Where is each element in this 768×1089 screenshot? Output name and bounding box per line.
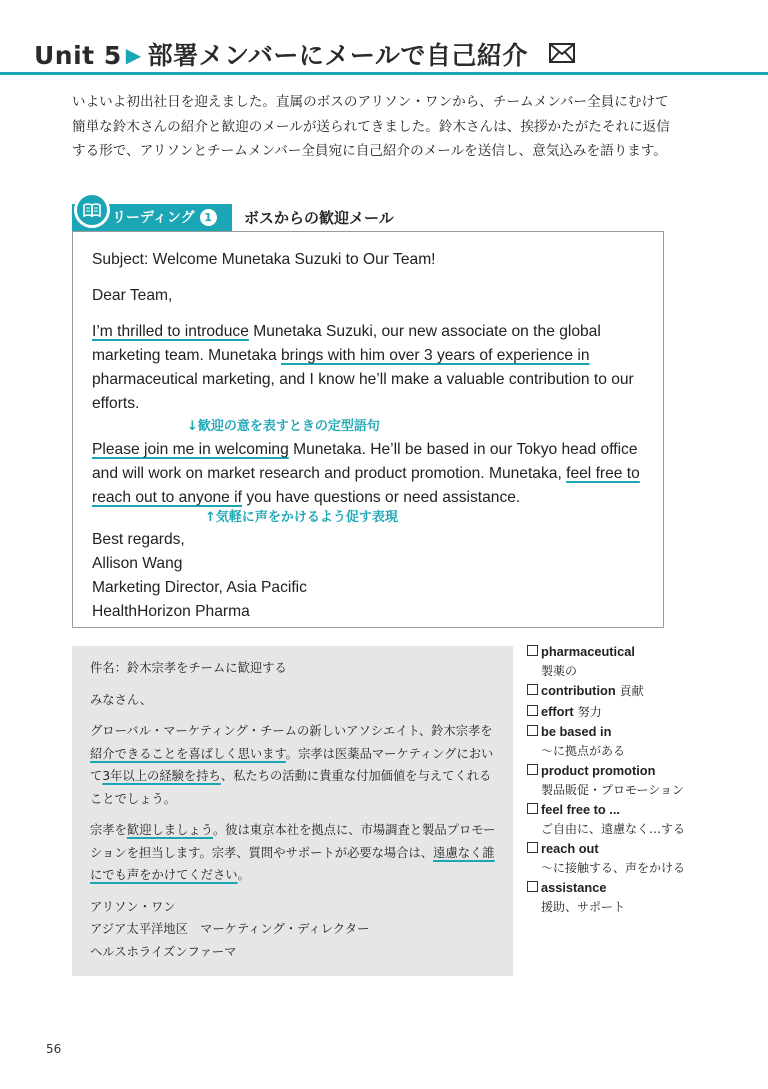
vocab-item (527, 702, 702, 723)
translation-greeting: みなさん、 (90, 692, 153, 707)
reading-label-text: リーディング (112, 210, 195, 226)
email-subject: Subject: Welcome Munetaka Suzuki to Our Team! (92, 251, 436, 268)
checkbox-icon (527, 803, 538, 814)
email-closing: Best regards, (92, 531, 185, 548)
vocab-meaning: 援助、サポート (541, 899, 626, 914)
translation-sender-name: アリソン・ワン (90, 899, 176, 914)
vocab-meaning: ～に接触する、声をかける (541, 860, 686, 875)
email-sender-company: HealthHorizon Pharma (92, 603, 250, 620)
translation-paragraph-2 (90, 819, 500, 887)
key-phrase: 紹介できることを喜ばしく思います (90, 746, 286, 761)
unit-number: Unit 5 (34, 41, 122, 70)
reading-subtitle: ボスからの歓迎メール (244, 209, 394, 227)
checkbox-icon (527, 684, 538, 695)
reading-label (112, 204, 217, 232)
vocab-term: assistance (541, 880, 607, 895)
header-divider (0, 72, 768, 75)
key-phrase: Please join me in welcoming (92, 441, 289, 458)
text-run: 、私たちの活動に貴重な付加価値を与えてくれることでしょう。 (90, 769, 492, 806)
page-header (0, 0, 768, 78)
vocab-term: product promotion (541, 763, 656, 778)
vocab-meaning: 努力 (577, 704, 602, 719)
title-arrow: ▶ (125, 43, 142, 67)
email-paragraph-2 (92, 438, 647, 510)
key-phrase: 遠慮なく誰にでも声をかけてください (90, 845, 495, 882)
vocab-term-row (527, 761, 702, 781)
key-phrase: feel free to reach out to anyone if (92, 465, 640, 506)
email-sender-name: Allison Wang (92, 555, 183, 572)
page-number: 56 (46, 1042, 62, 1056)
vocab-meaning: 製薬の (541, 663, 578, 678)
text-run: 。 (237, 868, 250, 882)
email-paragraph-1 (92, 320, 647, 416)
email-body (92, 248, 647, 624)
text-run: 。彼は東京本社を拠点に、市場調査と製品プロモーションを担当します。宗孝、質問やサポートが必要な場合は、 (90, 823, 496, 860)
text-run: Munetaka Suzuki, our new associate on the global marketing team. Munetaka (92, 323, 601, 364)
vocab-term-row (527, 839, 702, 859)
checkbox-icon (527, 842, 538, 853)
text-run: 。宗孝は医薬品マーケティングにおいて (90, 746, 494, 783)
vocab-term: feel free to ... (541, 802, 620, 817)
vocab-meaning: ご自由に、遠慮なく…する (541, 821, 686, 836)
text-run: you have questions or need assistance. (241, 489, 521, 506)
unit-title (34, 36, 575, 72)
checkbox-icon (527, 705, 538, 716)
reading-section-header (72, 196, 666, 232)
vocab-meaning: ～に拠点がある (541, 743, 626, 758)
checkbox-icon (527, 881, 538, 892)
vocab-term-row (527, 702, 702, 723)
translation-paragraph-1 (90, 720, 500, 810)
vocab-term-row (527, 681, 702, 702)
vocab-term: be based in (541, 724, 612, 739)
vocab-meaning: 貢献 (619, 684, 644, 698)
vocabulary-list (527, 642, 702, 917)
email-box (72, 231, 664, 628)
vocab-term: contribution (541, 683, 616, 698)
vocab-term: pharmaceutical (541, 644, 635, 659)
translation-body (90, 657, 500, 963)
text-run: Munetaka. He’ll be based in our Tokyo head office and will work on market research and product promotion. Munetaka, (92, 441, 638, 482)
vocab-item (527, 800, 702, 839)
vocab-term-row (527, 878, 702, 898)
text-run: pharmaceutical marketing, and I know he’ll make a valuable contribution to our efforts. (92, 371, 634, 412)
text-run: 宗孝を (90, 823, 127, 837)
key-phrase: brings with him over 3 years of experience in (280, 347, 590, 364)
vocab-term: effort (541, 703, 574, 719)
vocab-term-row (527, 800, 702, 820)
translation-subject: 件名：鈴木宗孝をチームに歓迎する (90, 661, 287, 675)
annotation-welcome: ↓歓迎の意を表すときの定型語句 (187, 419, 380, 434)
checkbox-icon (527, 764, 538, 775)
vocab-item (527, 642, 702, 681)
unit-heading: 部署メンバーにメールで自己紹介 (147, 41, 528, 70)
translation-sender-company: ヘルスホライズンファーマ (90, 944, 237, 959)
translation-sender-position: アジア太平洋地区 マーケティング・ディレクター (90, 922, 370, 936)
vocab-item (527, 681, 702, 702)
key-phrase: 3年以上の経験を持ち (102, 769, 221, 783)
vocab-term-row (527, 722, 702, 742)
checkbox-icon (527, 645, 538, 656)
email-greeting: Dear Team, (92, 287, 173, 304)
vocab-term-row (527, 642, 702, 662)
intro-paragraph: いよいよ初出社日を迎えました。直属のボスのアリソン・ワンから、チームメンバー全員にむけて簡単な鈴木さんの紹介と歓迎のメールが送られてきました。鈴木さんは、挨拶かたがたそれに返信する形で、アリソンとチームメンバー全員宛に自己紹介のメールを送信し、意気込みを語ります。 (72, 94, 670, 159)
mail-icon (549, 40, 575, 69)
text-run: グローバル・マーケティング・チームの新しいアソシエイト、鈴木宗孝を (90, 724, 493, 738)
vocab-item (527, 839, 702, 878)
vocab-item (527, 761, 702, 800)
translation-box (72, 646, 513, 976)
checkbox-icon (527, 725, 538, 736)
vocab-item (527, 878, 702, 917)
book-icon (74, 192, 110, 228)
vocab-term: reach out (541, 841, 599, 856)
annotation-reach-out: ↑気軽に声をかけるよう促す表現 (205, 510, 398, 525)
key-phrase: I’m thrilled to introduce (92, 323, 249, 340)
vocab-item (527, 722, 702, 761)
email-sender-position: Marketing Director, Asia Pacific (92, 579, 307, 596)
reading-number: 1 (200, 209, 217, 226)
vocab-meaning: 製品販促・プロモーション (541, 782, 685, 797)
key-phrase: 歓迎しましょう (126, 823, 213, 837)
